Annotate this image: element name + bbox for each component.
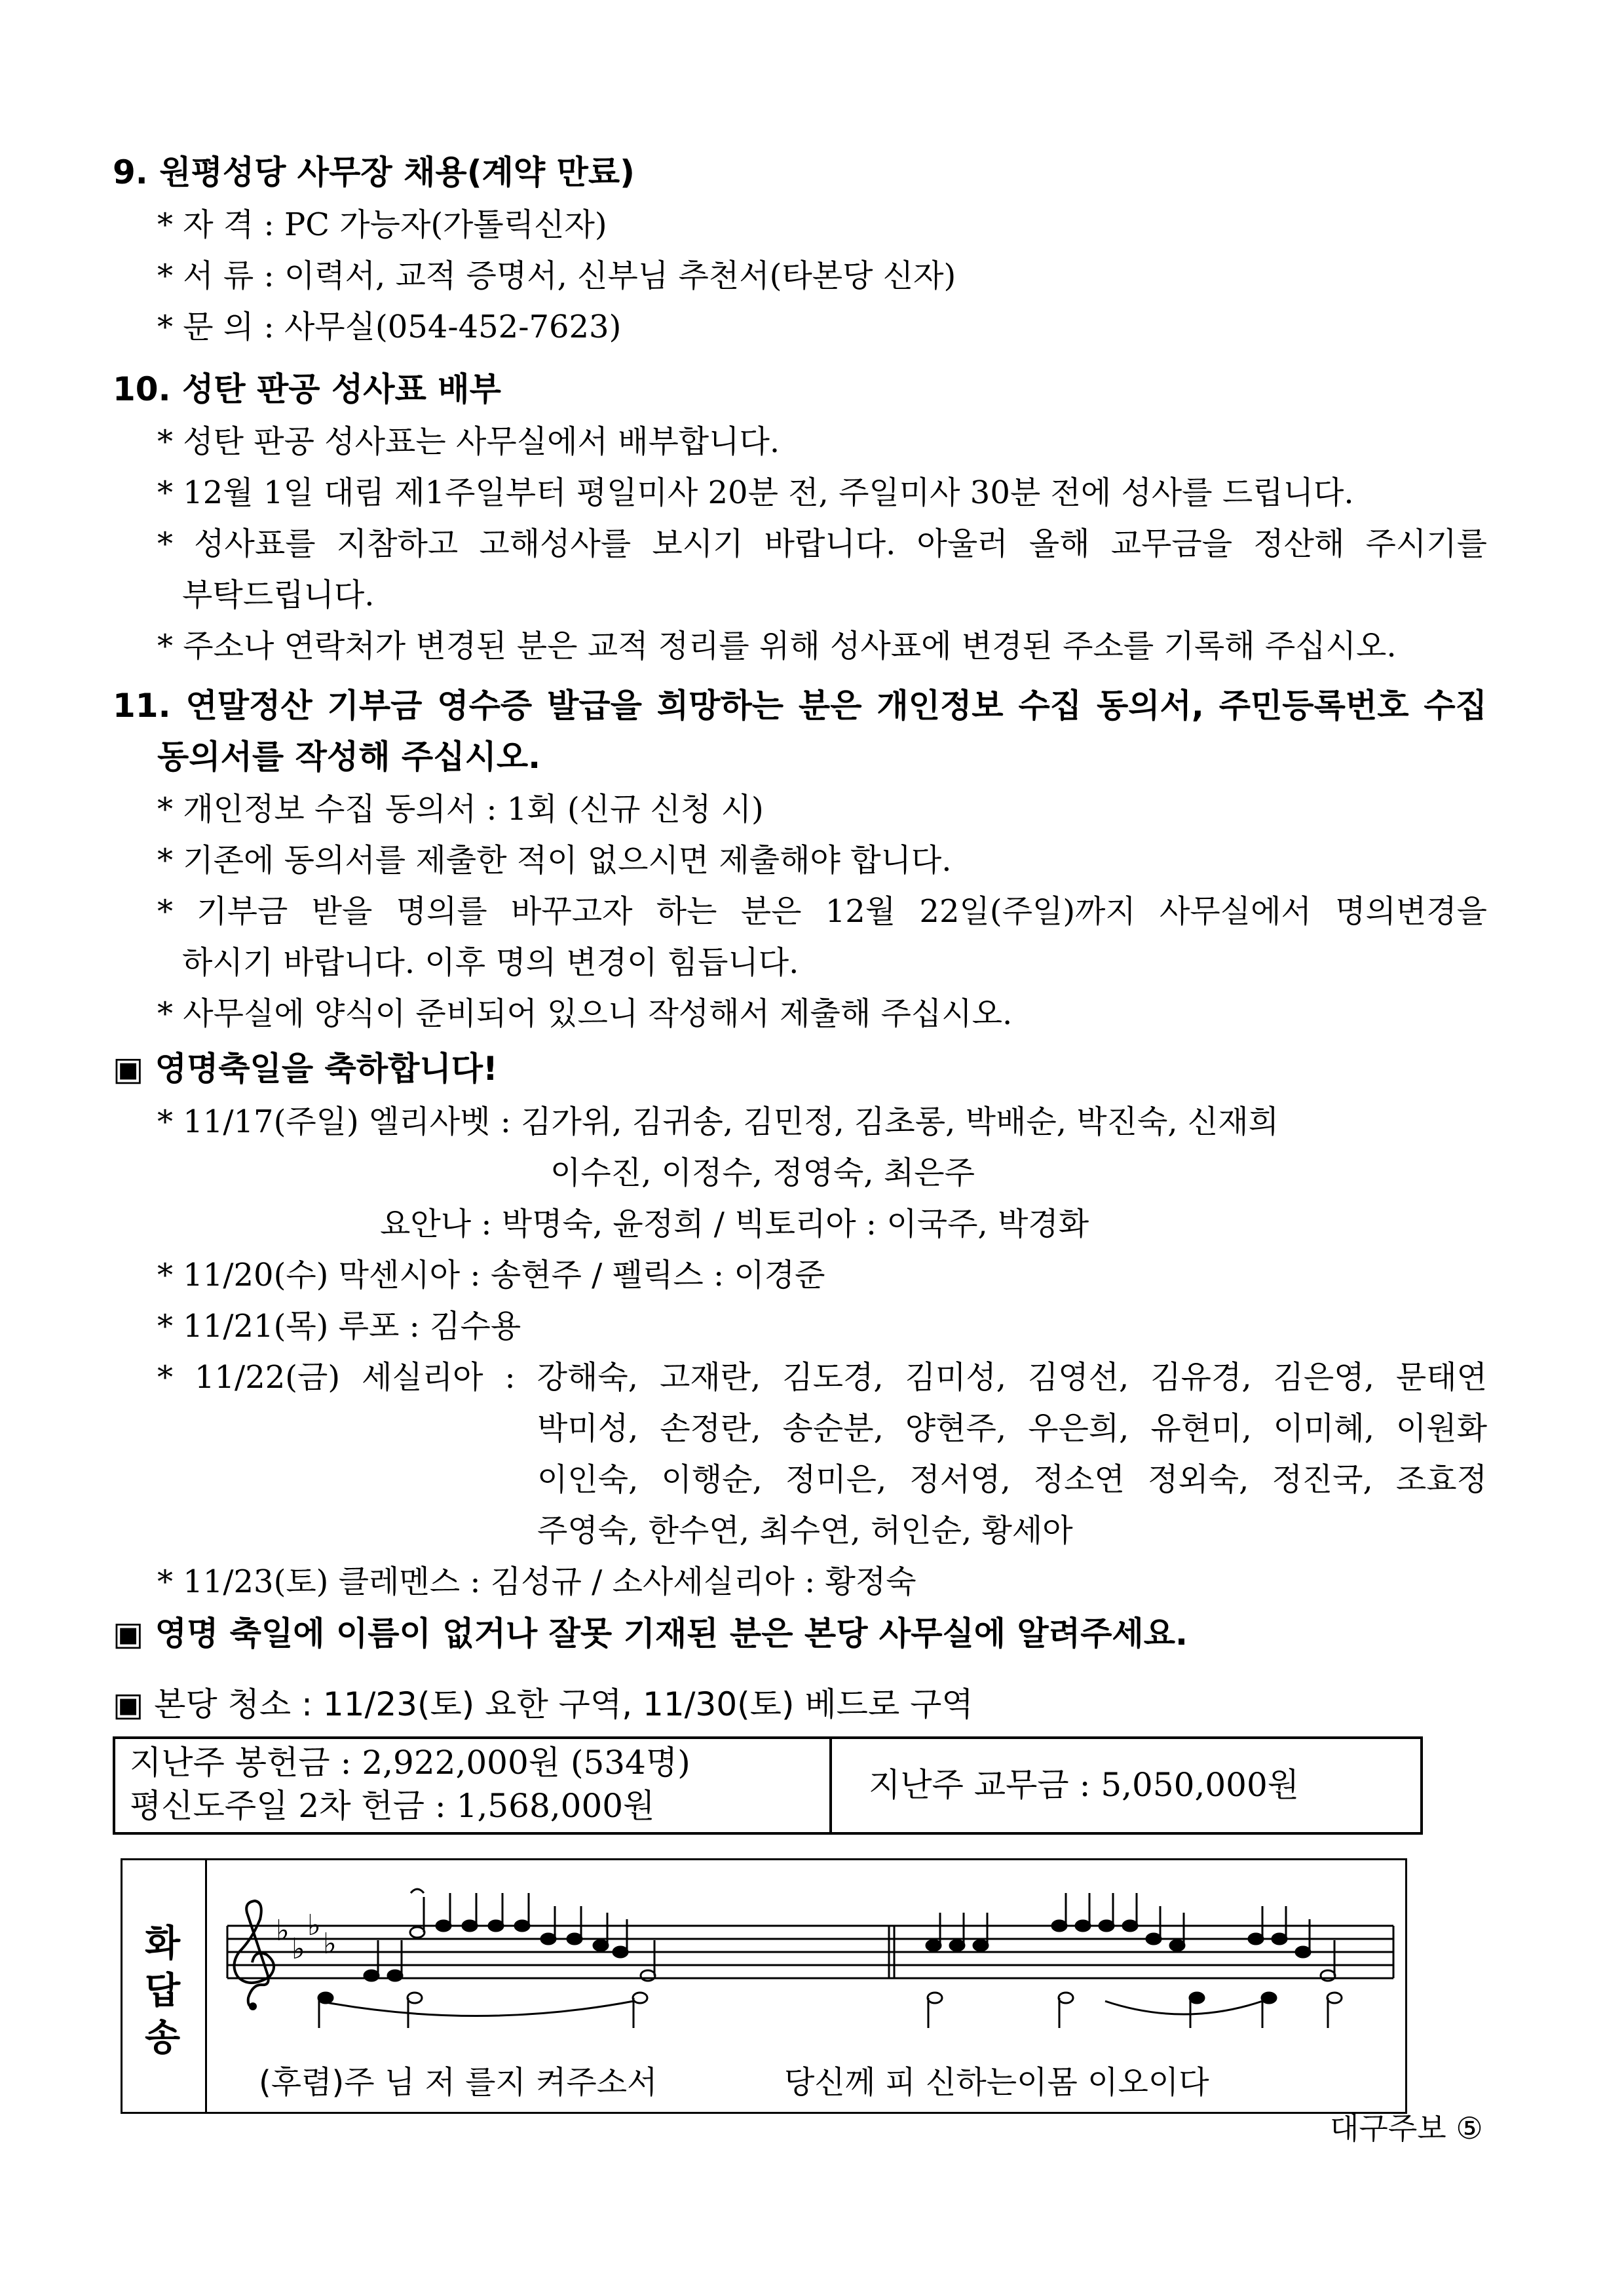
psalm-label-divider (205, 1860, 207, 2112)
key-signature-flats (276, 1909, 337, 1966)
music-staff (221, 1867, 1400, 2044)
section-10-heading: 10. 성탄 판공 성사표 배부 (113, 370, 501, 408)
offering-tithe: 지난주 교무금 : 5,050,000원 (869, 1766, 1300, 1804)
section-10-item: * 성탄 판공 성사표는 사무실에서 배부합니다. (157, 423, 780, 460)
offering-divider (829, 1739, 832, 1832)
offering-second-collection: 평신도주일 2차 헌금 : 1,568,000원 (130, 1787, 655, 1825)
psalm-box (121, 1858, 1407, 2114)
offering-last-week: 지난주 봉헌금 : 2,922,000원 (534명) (130, 1744, 690, 1782)
svg-text:♭: ♭ (292, 1932, 305, 1966)
offering-table (113, 1736, 1423, 1835)
feast-notice: ▣ 영명 축일에 이름이 없거나 잘못 기재된 분은 본당 사무실에 알려주세요. (113, 1615, 1188, 1653)
section-11-item-continued: 하시기 바랍니다. 이후 명의 변경이 힘듭니다. (182, 944, 799, 981)
feast-line-continued: 박미성, 손정란, 송순분, 양현주, 우은희, 유현미, 이미혜, 이원화 (537, 1410, 1487, 1447)
section-10-item: * 주소나 연락처가 변경된 분은 교적 정리를 위해 성사표에 변경된 주소를 기록해 주십시오. (157, 628, 1397, 664)
cleaning-notice: ▣ 본당 청소 : 11/23(토) 요한 구역, 11/30(토) 베드로 구역 (113, 1685, 973, 1723)
section-11-item: * 기부금 받을 명의를 바꾸고자 하는 분은 12월 22일(주일)까지 사무실에서 명의변경을 (157, 893, 1487, 930)
section-9-item: * 자 격 : PC 가능자(가톨릭신자) (157, 206, 607, 243)
psalm-label-char: 화 (145, 1923, 181, 1965)
svg-text:♭: ♭ (323, 1927, 337, 1961)
section-9-item: * 서 류 : 이력서, 교적 증명서, 신부님 추천서(타본당 신자) (157, 258, 956, 294)
section-11-item: * 사무실에 양식이 준비되어 있으니 작성해서 제출해 주십시오. (157, 995, 1013, 1032)
section-10-item: * 12월 1일 대림 제1주일부터 평일미사 20분 전, 주일미사 30분 전에 성사를 드립니다. (157, 474, 1354, 511)
section-10-item: * 성사표를 지참하고 고해성사를 보시기 바랍니다. 아울러 올해 교무금을 정산해 주시기를 (157, 526, 1487, 562)
feast-line: * 11/20(수) 막센시아 : 송현주 / 펠릭스 : 이경준 (157, 1257, 825, 1293)
svg-text:♭: ♭ (307, 1909, 321, 1942)
section-9-item: * 문 의 : 사무실(054-452-7623) (157, 309, 622, 345)
section-11-heading: 11. 연말정산 기부금 영수증 발급을 희망하는 분은 개인정보 수집 동의서, 주민등록번호 수집 (113, 687, 1487, 725)
psalm-lyrics-left: (후렴)주 님 저 를지 켜주소서 (259, 2064, 658, 2101)
section-9-heading: 9. 원평성당 사무장 채용(계약 만료) (113, 153, 635, 191)
treble-clef (234, 1901, 274, 2010)
feast-line-continued: 이인숙, 이행순, 정미은, 정서영, 정소연 정외숙, 정진국, 조효정 (537, 1461, 1487, 1498)
feast-line: 요안나 : 박명숙, 윤정희 / 빅토리아 : 이국주, 박경화 (380, 1206, 1089, 1242)
section-11-heading-continued: 동의서를 작성해 주십시오. (157, 738, 541, 776)
section-11-item: * 기존에 동의서를 제출한 적이 없으시면 제출해야 합니다. (157, 842, 952, 879)
feast-line-continued: 이수진, 이정수, 정영숙, 최은주 (550, 1155, 975, 1191)
feast-line: * 11/21(목) 루포 : 김수용 (157, 1308, 521, 1345)
page-footer: 대구주보 ⑤ (1330, 2111, 1483, 2146)
svg-text:♭: ♭ (276, 1914, 290, 1947)
psalm-label-char: 송 (145, 2017, 181, 2059)
feast-line-continued: 주영숙, 한수연, 최수연, 허인순, 황세아 (537, 1512, 1073, 1549)
feast-line: * 11/22(금) 세실리아 : 강해숙, 고재란, 김도경, 김미성, 김영선, 김유경, 김은영, 문태연 (157, 1359, 1487, 1396)
feast-heading: ▣ 영명축일을 축하합니다! (113, 1050, 498, 1088)
section-10-item-continued: 부탁드립니다. (182, 577, 375, 613)
feast-line: * 11/23(토) 클레멘스 : 김성규 / 소사세실리아 : 황정숙 (157, 1563, 916, 1600)
section-11-item: * 개인정보 수집 동의서 : 1회 (신규 신청 시) (157, 791, 764, 828)
feast-line: * 11/17(주일) 엘리사벳 : 김가위, 김귀송, 김민정, 김초롱, 박배순, 박진숙, 신재희 (157, 1103, 1279, 1140)
psalm-lyrics-right: 당신께 피 신하는이몸 이오이다 (784, 2064, 1209, 2101)
notes (318, 1893, 1342, 2028)
psalm-label-char: 답 (145, 1970, 181, 2012)
